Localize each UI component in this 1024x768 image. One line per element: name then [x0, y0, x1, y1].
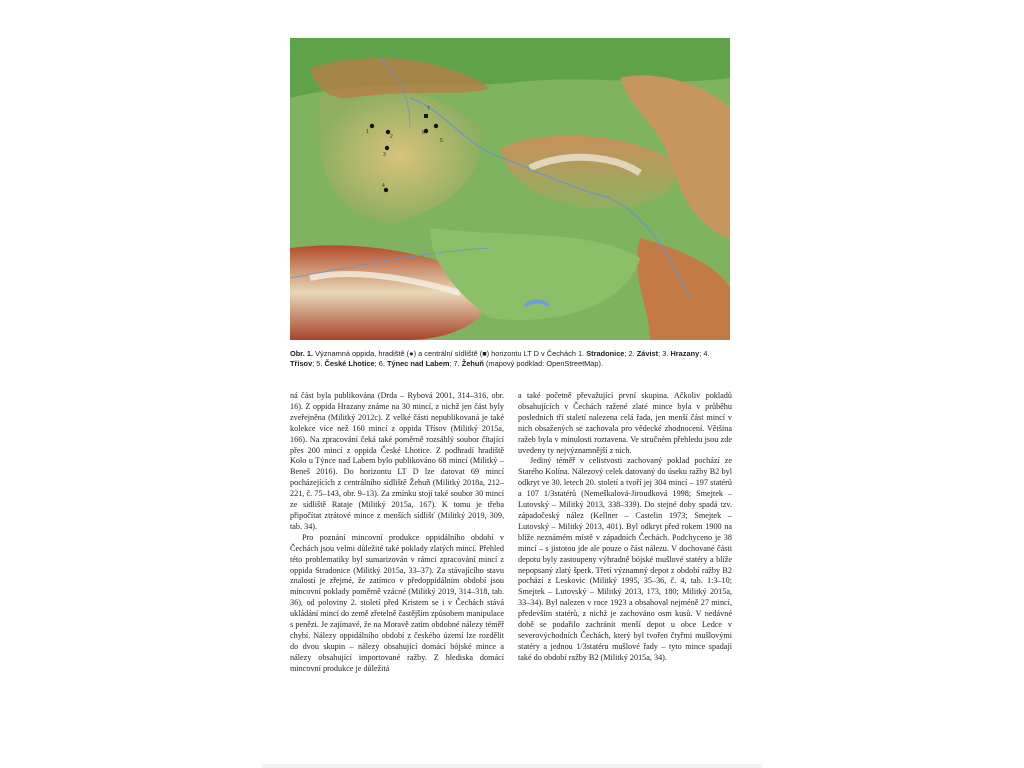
map-label-2: 2 [390, 134, 393, 140]
figure-caption: Obr. 1. Významná oppida, hradiště (●) a centrální sídliště (■) horizontu LT D v Čechách 1. Stradonice; 2. Závist; 3. Hrazany; 4. Třísov; 5. České Lhotice; 6. Týnec nad Labem; 7. Žehuň (mapový podklad: OpenStreetMap). [290, 349, 710, 368]
paragraph: a také početně převažující první skupina. Ačkoliv pokladů obsahujících v Čechách ražené zlaté mince byla v průběhu posledních tří staletí nalezena celá řada, jen menší část mincí v nich obsažených se zachovala pro vědecké zhodnocení. Většina ražeb byla v minulosti roztavena. Ve stručném přehledu jsou zde uvedeny ty nejvýznamnější z nich. [518, 391, 732, 455]
site-zehun: Žehuň [461, 359, 484, 368]
map-label-4: 4 [382, 183, 385, 189]
site-ceske-lhotice: České Lhotice [324, 359, 375, 368]
site-stradonice: Stradonice [586, 349, 625, 358]
caption-lead: Obr. 1. [290, 349, 314, 358]
left-text-column [290, 391, 504, 675]
map-label-5: 5 [440, 138, 443, 144]
map-label-6: 6 [422, 130, 425, 136]
site-hrazany: Hrazany [670, 349, 700, 358]
site-zavist: Závist [636, 349, 659, 358]
document-page [262, 0, 762, 768]
page-bottom-edge [262, 764, 762, 768]
paragraph: Pro poznání mincovní produkce oppidálního období v Čechách jsou velmi důležité také poklady zlatých mincí. Přehled této problematiky byl sumarizován v rámci zpracování mincí z oppida Stradonice (Militký 2015a, 33–37). Za stávajícího stavu znalostí je zřejmé, že zatímco v předoppidálním období jsou mincovní poklady poměrně vzácné (Militký 2019, 314–318, tab. 36), od poloviny 2. století před Kristem se i v Čechách stává ukládání mincí do země zřetelně častějším způsobem manipulace s penězi. Je zajímavé, že na Moravě zatím obdobné nálezy téměř chybí. Nálezy oppidálního období z českého území lze rozdělit do dvou skupin – nálezy obsahující domácí bójské mince a nálezy obsahující importované ražby. Z hlediska domácí mincovní produkce je důležitá [290, 532, 504, 673]
map-label-7: 7 [427, 106, 430, 112]
map-label-3: 3 [383, 152, 386, 158]
site-tynec: Týnec nad Labem [386, 359, 450, 368]
right-text-column [518, 391, 732, 664]
map-label-1: 1 [366, 129, 369, 135]
paragraph: Jediný téměř v celistvosti zachovaný poklad pochází ze Starého Kolína. Nálezový celek datovaný do úseku ražby B2 byl odkryt ve 30. letech 20. století a tvoří jej 304 mincí – 197 statérů a 107 1/3statérů (Nemeškalová-Jiroudková 1998; Smejtek – Lutovský – Militký 2013, 338–339). Do stejné doby spadá tzv. západočeský nález (Kellner – Castelin 1973; Smejtek – Lutovský – Militký 2013, 401). Byl odkryt před rokem 1900 na blíže neznámém místě v západních Čechách. Podchyceno je 38 mincí – s jistotou jde ale pouze o část nálezu. V dochované části depotu byly zastoupeny výhradně bójské mušlové statéry a blíže nepopsaný zlatý šperk. Třetí významný depot z období ražby B2 pochází z Leskovic (Militký 1995, 35–36, č. 4, tab. 1:3–10; Smejtek – Lutovský – Militký 2013, 173, 180; Militký 2015a, 33–34). Byl nalezen v roce 1923 a obsahoval nejméně 27 mincí, především statérů, z nichž je zachováno osm kusů. V nedávné době se podařilo zachránit menší depot u obce Ledce v severovýchodních Čechách, který byl tvořen čtyřmi mušlovými statéry a jednou 1/3statéru mušlové řady – tyto mince spadají také do období ražby B2 (Militký 2015a, 34). [518, 456, 732, 662]
paragraph: ná část byla publikována (Drda – Rybová 2001, 314–316, obr. 16). Z oppida Hrazany známe na 30 mincí, z nichž jen část byly zveřejněna (Militký 2012c). Z velké části nepublikovaná je také kolekce více než 160 mincí z oppida Třísov (Militký 2015a, 166). Na zpracování čeká také poměrně rozsáhlý soubor čítající přes 200 mincí z oppida České Lhotice. Z podhradí hradiště Kolo u Týnce nad Labem bylo publikováno 68 mincí (Militký – Beneš 2016). Do horizontu LT D lze datovat 69 mincí pocházejících z centrálního sídliště Žehuň (Militký 2018a, 212–221, č. 75–143, obr. 9–13). Za zmínku stojí také soubor 30 mincí ze sídliště Rataje (Militký 2015a, 167). K tomu je třeba připočítat ztrátové mince z menších sídlišť (Militký 2019, 309, tab. 34). [290, 391, 504, 531]
relief-map [290, 38, 730, 340]
site-trisov: Třísov [290, 359, 313, 368]
